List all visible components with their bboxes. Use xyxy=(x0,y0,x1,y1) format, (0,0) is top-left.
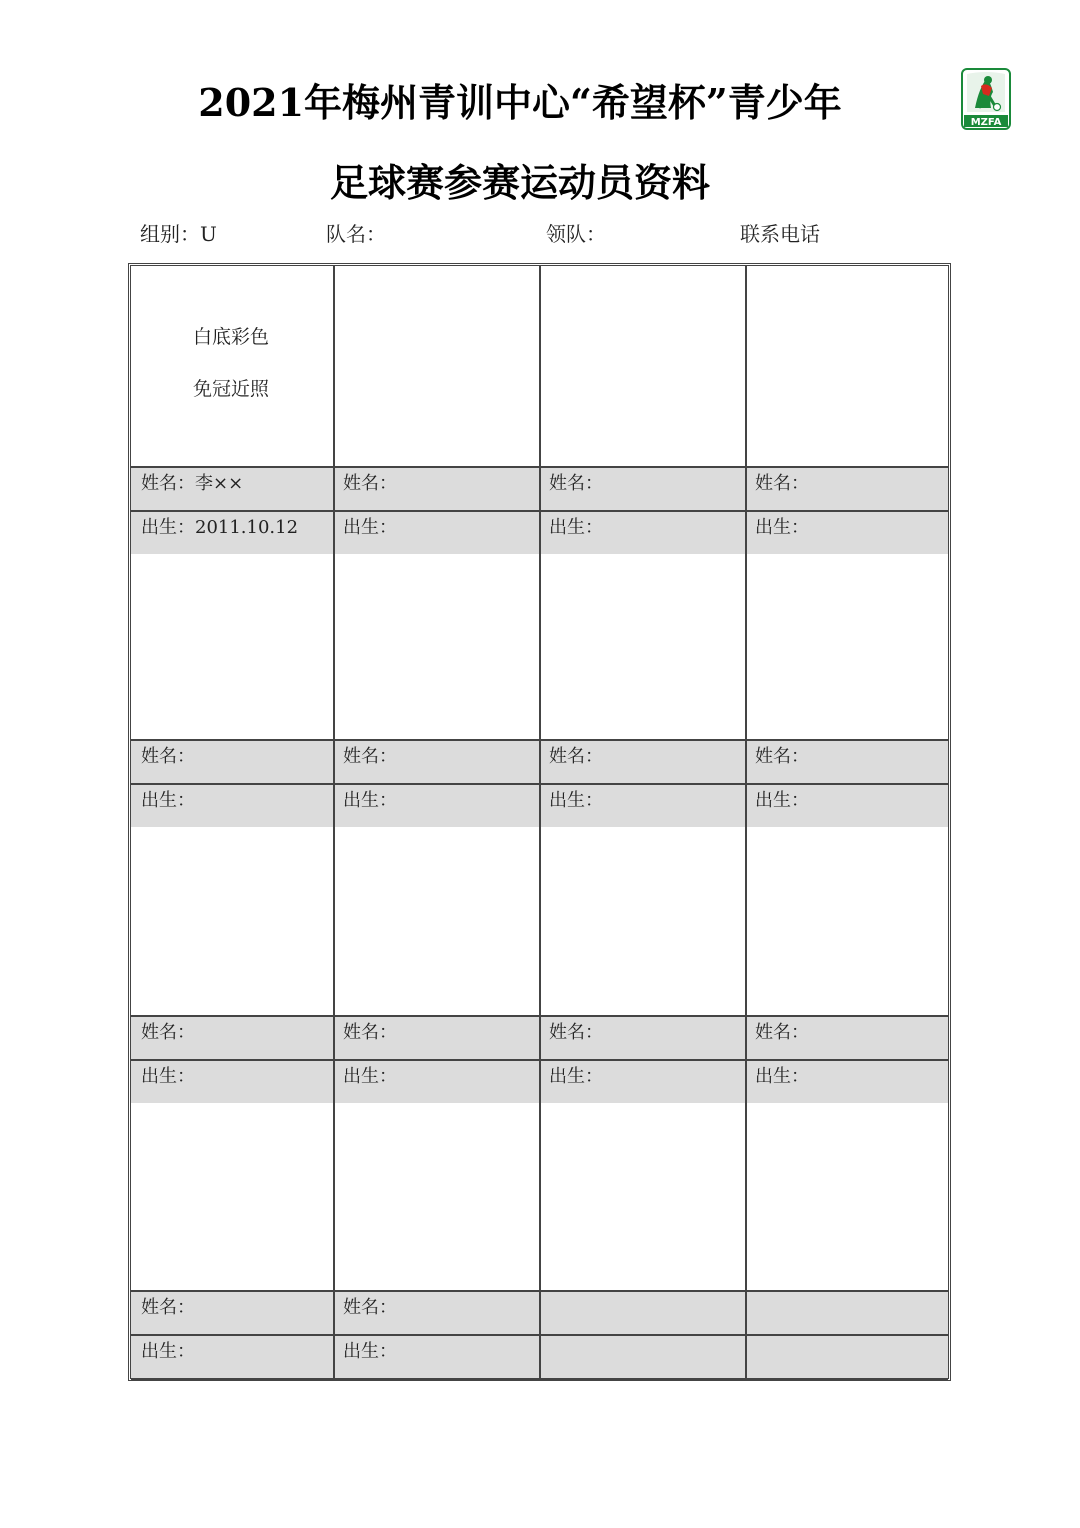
player-name-field: 姓名： xyxy=(539,1015,745,1059)
photo-hint-line-2: 免冠近照 xyxy=(192,378,269,400)
player-birth-field: 出生： xyxy=(131,1334,333,1378)
team-leader-label: 领队： xyxy=(546,222,606,246)
photo-slot xyxy=(333,827,539,1015)
photo-slot xyxy=(745,1103,948,1290)
photo-slot xyxy=(745,827,948,1015)
player-name-field xyxy=(539,1290,745,1334)
photo-slot xyxy=(131,554,333,739)
grid-row-divider xyxy=(131,1378,948,1380)
player-name-field xyxy=(745,1290,948,1334)
player-birth-field: 出生： xyxy=(539,510,745,554)
grid-column-divider xyxy=(333,266,335,1378)
player-birth-field: 出生： xyxy=(131,1059,333,1103)
grid-column-divider xyxy=(745,266,747,1378)
mzfa-logo xyxy=(961,68,1011,130)
player-birth-field xyxy=(539,1334,745,1378)
player-name-field: 姓名： xyxy=(131,739,333,783)
player-birth-field: 出生： xyxy=(333,1059,539,1103)
photo-slot xyxy=(539,827,745,1015)
group-label: 组别：U xyxy=(140,222,217,246)
photo-slot xyxy=(539,266,745,466)
player-birth-field: 出生：2011.10.12 xyxy=(131,510,333,554)
player-birth-field: 出生： xyxy=(539,783,745,827)
page-title-line-2: 足球赛参赛运动员资料 xyxy=(329,160,710,205)
player-name-field: 姓名： xyxy=(131,1015,333,1059)
player-name-field: 姓名： xyxy=(745,739,948,783)
player-info-grid xyxy=(128,263,951,1381)
grid-column-divider xyxy=(539,266,541,1378)
page-title-line-1: 2021年梅州青训中心“希望杯”青少年 xyxy=(198,80,842,125)
photo-hint-line-1: 白底彩色 xyxy=(192,326,269,348)
player-birth-field: 出生： xyxy=(745,1059,948,1103)
player-name-field: 姓名： xyxy=(539,739,745,783)
photo-slot xyxy=(539,1103,745,1290)
player-name-field: 姓名： xyxy=(333,739,539,783)
photo-slot xyxy=(131,827,333,1015)
photo-slot xyxy=(333,266,539,466)
player-birth-field: 出生： xyxy=(333,783,539,827)
player-birth-field: 出生： xyxy=(539,1059,745,1103)
photo-slot xyxy=(745,554,948,739)
player-birth-field: 出生： xyxy=(333,510,539,554)
photo-slot xyxy=(333,1103,539,1290)
player-birth-field: 出生： xyxy=(131,783,333,827)
player-birth-field xyxy=(745,1334,948,1378)
svg-text:MZFA: MZFA xyxy=(970,117,1002,128)
player-name-field: 姓名： xyxy=(745,1015,948,1059)
player-name-field: 姓名： xyxy=(333,466,539,510)
photo-slot xyxy=(333,554,539,739)
player-birth-field: 出生： xyxy=(333,1334,539,1378)
photo-slot xyxy=(539,554,745,739)
photo-slot xyxy=(131,266,333,466)
player-name-field: 姓名： xyxy=(131,1290,333,1334)
team-name-label: 队名： xyxy=(326,222,386,246)
photo-slot xyxy=(745,266,948,466)
player-name-field: 姓名： xyxy=(539,466,745,510)
player-name-field: 姓名：李×× xyxy=(131,466,333,510)
contact-phone-label: 联系电话 xyxy=(740,222,820,246)
player-birth-field: 出生： xyxy=(745,783,948,827)
player-name-field: 姓名： xyxy=(333,1015,539,1059)
photo-slot xyxy=(131,1103,333,1290)
player-name-field: 姓名： xyxy=(745,466,948,510)
player-birth-field: 出生： xyxy=(745,510,948,554)
player-name-field: 姓名： xyxy=(333,1290,539,1334)
